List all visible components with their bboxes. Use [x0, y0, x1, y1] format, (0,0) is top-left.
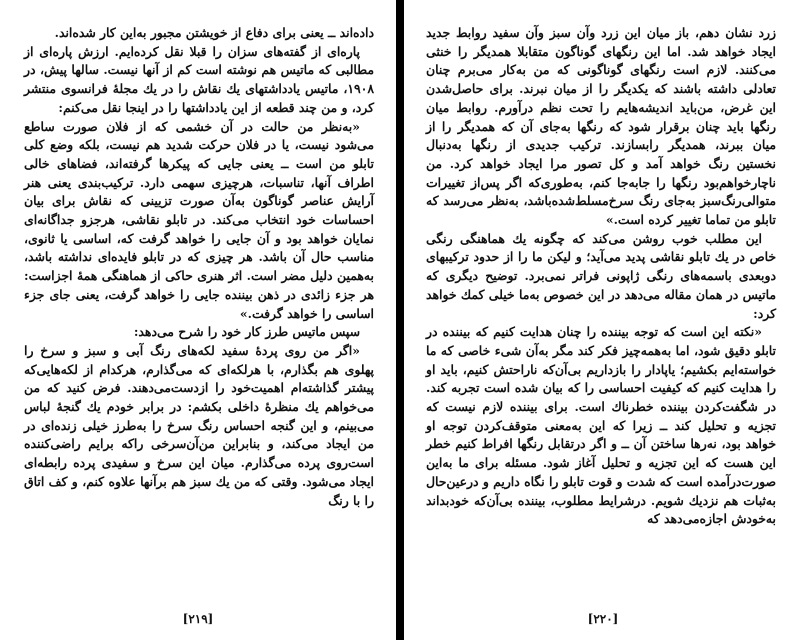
right-page-number: [۲۲۰]	[587, 612, 619, 626]
right-paragraph-3: «نکته این است که توجه بیننده را چنان هدایت کنیم که بیننده در تابلو دقیق شود، اما به‌همه‌چیز فکر کند مگر به‌آن شیء خاصی که ما خواسته‌ایم بکشیم؛ یاپادار را بازداریم بی‌آن‌که ناراحتش کنیم، باید او را هدایت کنیم که کیفیت احساسی را که بیان شده است تجربه کند. در شگفت‌کردن بیننده خطرناك است. برای بیننده لازم نیست که تجزیه و تحلیل کند ــ زیرا که این به‌معنی متوقف‌کردن توجه او خواهد بود، نه‌رها ساختن آن ــ و اگر درتقابل رنگها افراط کنیم خطر این هست که این تجزیه و تحلیل آغاز شود. مسئله برای ما به‌این صورت‌درآمده است که شدت و قوت تابلو را نگاه داریم و درعین‌حال به‌ثبات هم نزدیك شویم. درشرایط مطلوب، بیننده بی‌آن‌که خودبداند به‌خودش اجازه‌می‌دهد که	[426, 324, 776, 527]
right-page	[404, 0, 802, 640]
left-paragraph-1: داده‌اند ــ یعنی برای دفاع از خویشتن مجبور به‌این کار شده‌اند.	[54, 25, 374, 40]
book-gutter	[396, 0, 404, 640]
left-paragraph-3: «به‌نظر من حالت در آن خشمی که از فلان صورت ساطع می‌شود نیست، یا در فلان حرکت شدید هم نیست، بلکه وضع کلی تابلو من است ــ یعنی جایی که پیکرها گرفته‌اند، فضاهای خالی اطراف آنها، تناسبات، هرچیزی سهمی دارد. ترکیب‌بندی یعنی هنر آرایش عناصر گوناگون به‌آن صورت تزیینی که نقاش برای بیان احساسات خود انتخاب می‌کند. در تابلو نقاشی، هرجزو جداگانه‌ای نمایان خواهد بود و آن جایی را خواهد گرفت که، اساسی یا ثانوی، مناسب حال آن باشد. هر چیزی که در تابلو فایده‌ای نداشته باشد، به‌همین دلیل مضر است. اثر هنری حاکی از هماهنگی همهٔ اجزاست: هر جزء زائدی در ذهن بیننده جایی را خواهد گرفت، یعنی جای جزء اساسی را خواهد گرفت.»	[24, 118, 374, 321]
left-paragraph-2: پاره‌ای از گفته‌های سزان را قبلا نقل کرده‌ایم. ارزش پاره‌ای از مطالبی که ماتیس هم نوشته است کم از آنها نیست. سالها پیش، در ۱۹۰۸، ماتیس یادداشتهای یك نقاش را در یك مجلهٔ فرانسوی منتشر کرد، و من چند قطعه از این یادداشتها را در اینجا نقل می‌کنم:	[24, 43, 374, 115]
left-page-number: [۲۱۹]	[182, 612, 214, 626]
left-paragraph-4: سپس ماتیس طرز کار خود را شرح می‌دهد:	[133, 324, 360, 340]
right-paragraph-1: زرد نشان دهم، باز میان این زرد وآن سبز وآن سفید روابط جدید ایجاد خواهد شد. اما این رنگهای گوناگون متقابلا همدیگر را خنثی می‌کنند. لازم است رنگهای گوناگونی که من به‌کار می‌برم چنان تعادلی داشته باشند که یکدیگر را از میان نبرند. برای حاصل‌شدن این غرض، من‌باید اندیشه‌هایم را تحت نظم درآورم. روابط میان رنگها باید چنان برقرار شود که رنگها به‌جای آن که همدیگر را از میان ببرند، همدیگر رابسازند. ترکیب جدیدی از رنگها به‌دنبال نخستین رنگ خواهد آمد و کل تصور مرا ایجاد خواهد کرد. من ناچارخواهم‌بود رنگها را جابه‌جا کنم، به‌طوری‌که اگر پس‌از تغییرات متوالی‌رنگ‌سبز به‌جای رنگ سرخ‌مسلط‌شده‌باشد، به‌نظر می‌رسد که تابلو من تماما تغییر کرده است.»	[426, 25, 776, 228]
right-paragraph-2: این مطلب خوب روشن می‌کند که چگونه یك هماهنگی رنگی خاص در یك تابلو نقاشی پدید می‌آید؛ و لیکن ما را از حدود ترکیبهای دوبعدی باسمه‌های رنگی ژاپونی فراتر نمی‌برد. توضیح دیگری که ماتیس در همان مقاله می‌دهد در این خصوص به‌ما خیلی کمك خواهد کرد:	[426, 230, 776, 321]
left-paragraph-5: «اگر من روی پردهٔ سفید لکه‌های رنگ آبی و سبز و سرخ را پهلوی هم بگذارم، با هرلکه‌ای که می‌گذارم، هرکدام از لکه‌هایی‌که پیشتر گذاشته‌ام اهمیت‌خود را ازدست‌می‌دهند. فرض کنید که من می‌خواهم یك منظرهٔ داخلی بکشم: در برابر خودم یك گنجهٔ لباس می‌بینم، و این گنجه احساس رنگ سرخ را به‌طرز خیلی زنده‌ای در من ایجاد می‌کند، و بنابراین من‌آن‌سرخی‌ راکه برایم راضی‌کننده است‌روی پرده می‌گذارم. میان این سرخ و سفیدی پرده رابطه‌ای ایجاد می‌شود. وقتی که من یك سبز هم برآنها علاوه کنم، و کف اتاق را با رنگ	[24, 342, 374, 508]
left-page	[0, 0, 396, 640]
